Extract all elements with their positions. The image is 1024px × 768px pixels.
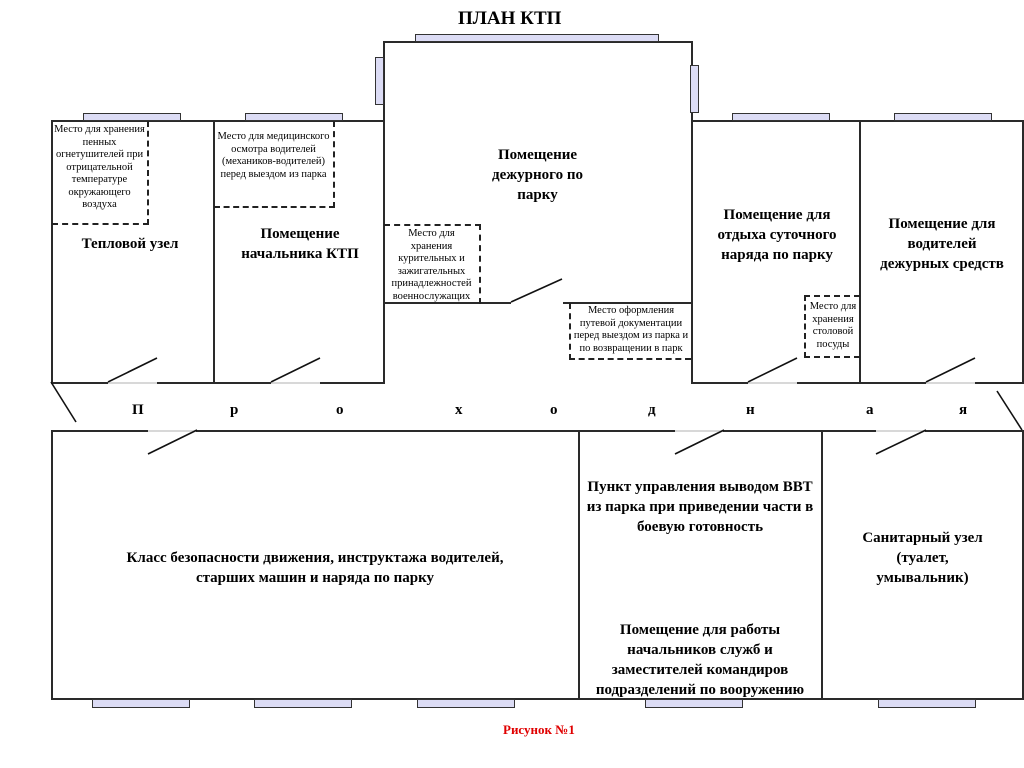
window bbox=[894, 113, 992, 121]
label-heat-node: Тепловой узел bbox=[81, 236, 179, 252]
window bbox=[245, 113, 343, 121]
label-control-point: Пункт управления выводом ВВТ из парка при приведении части в боевую готовность bbox=[586, 479, 814, 535]
figure-caption: Рисунок №1 bbox=[503, 722, 575, 737]
corridor-letter: П bbox=[132, 402, 144, 418]
window bbox=[690, 65, 699, 113]
label-safety-class: Класс безопасности движения, инструктажа водителей, старших машин и наряда по парку bbox=[126, 550, 504, 586]
note-dishes: Место для хранения столовой посуды bbox=[804, 295, 860, 358]
label-weapons-office: Помещение для работы начальников служб и заместителей командиров подразделений по вооружению bbox=[595, 622, 805, 698]
note-smoking: Место для хранения курительных и зажигательных принадлежностей военнослужащих bbox=[384, 224, 481, 304]
corridor-letter: н bbox=[746, 402, 755, 418]
corridor-letter: а bbox=[866, 402, 874, 418]
window bbox=[645, 699, 743, 708]
window bbox=[878, 699, 976, 708]
label-sanitary: Санитарный узел (туалет, умывальник) bbox=[862, 530, 983, 586]
window bbox=[375, 57, 384, 105]
window bbox=[732, 113, 830, 121]
corridor-letter: р bbox=[230, 402, 239, 418]
corridor-letter: о bbox=[550, 402, 558, 418]
label-chief-office: Помещение начальника КТП bbox=[241, 226, 359, 262]
window bbox=[254, 699, 352, 708]
window bbox=[92, 699, 190, 708]
corridor-edge bbox=[51, 382, 76, 422]
corridor-letter: я bbox=[959, 402, 968, 418]
note-medical: Место для медицинского осмотра водителей (механиков-водителей) перед выездом из парка bbox=[214, 121, 335, 208]
label-duty-officer: Помещение дежурного по парку bbox=[492, 147, 583, 203]
plan-title: ПЛАН КТП bbox=[458, 8, 562, 29]
label-rest-room: Помещение для отдыха суточного наряда по парку bbox=[717, 207, 837, 263]
corridor-letter: д bbox=[648, 402, 656, 418]
note-documents: Место оформления путевой документации перед выездом из парка и по возвращении в парк bbox=[569, 303, 691, 360]
window bbox=[417, 699, 515, 708]
window bbox=[83, 113, 181, 121]
note-extinguishers: Место для хранения пенных огнетушителей при отрицательной температуре окружающего воздуха bbox=[52, 121, 149, 225]
corridor-letter: х bbox=[455, 402, 463, 418]
label-drivers-room: Помещение для водителей дежурных средств bbox=[880, 216, 1004, 272]
corridor-edge bbox=[997, 391, 1022, 430]
corridor-letter: о bbox=[336, 402, 344, 418]
window bbox=[415, 34, 659, 42]
